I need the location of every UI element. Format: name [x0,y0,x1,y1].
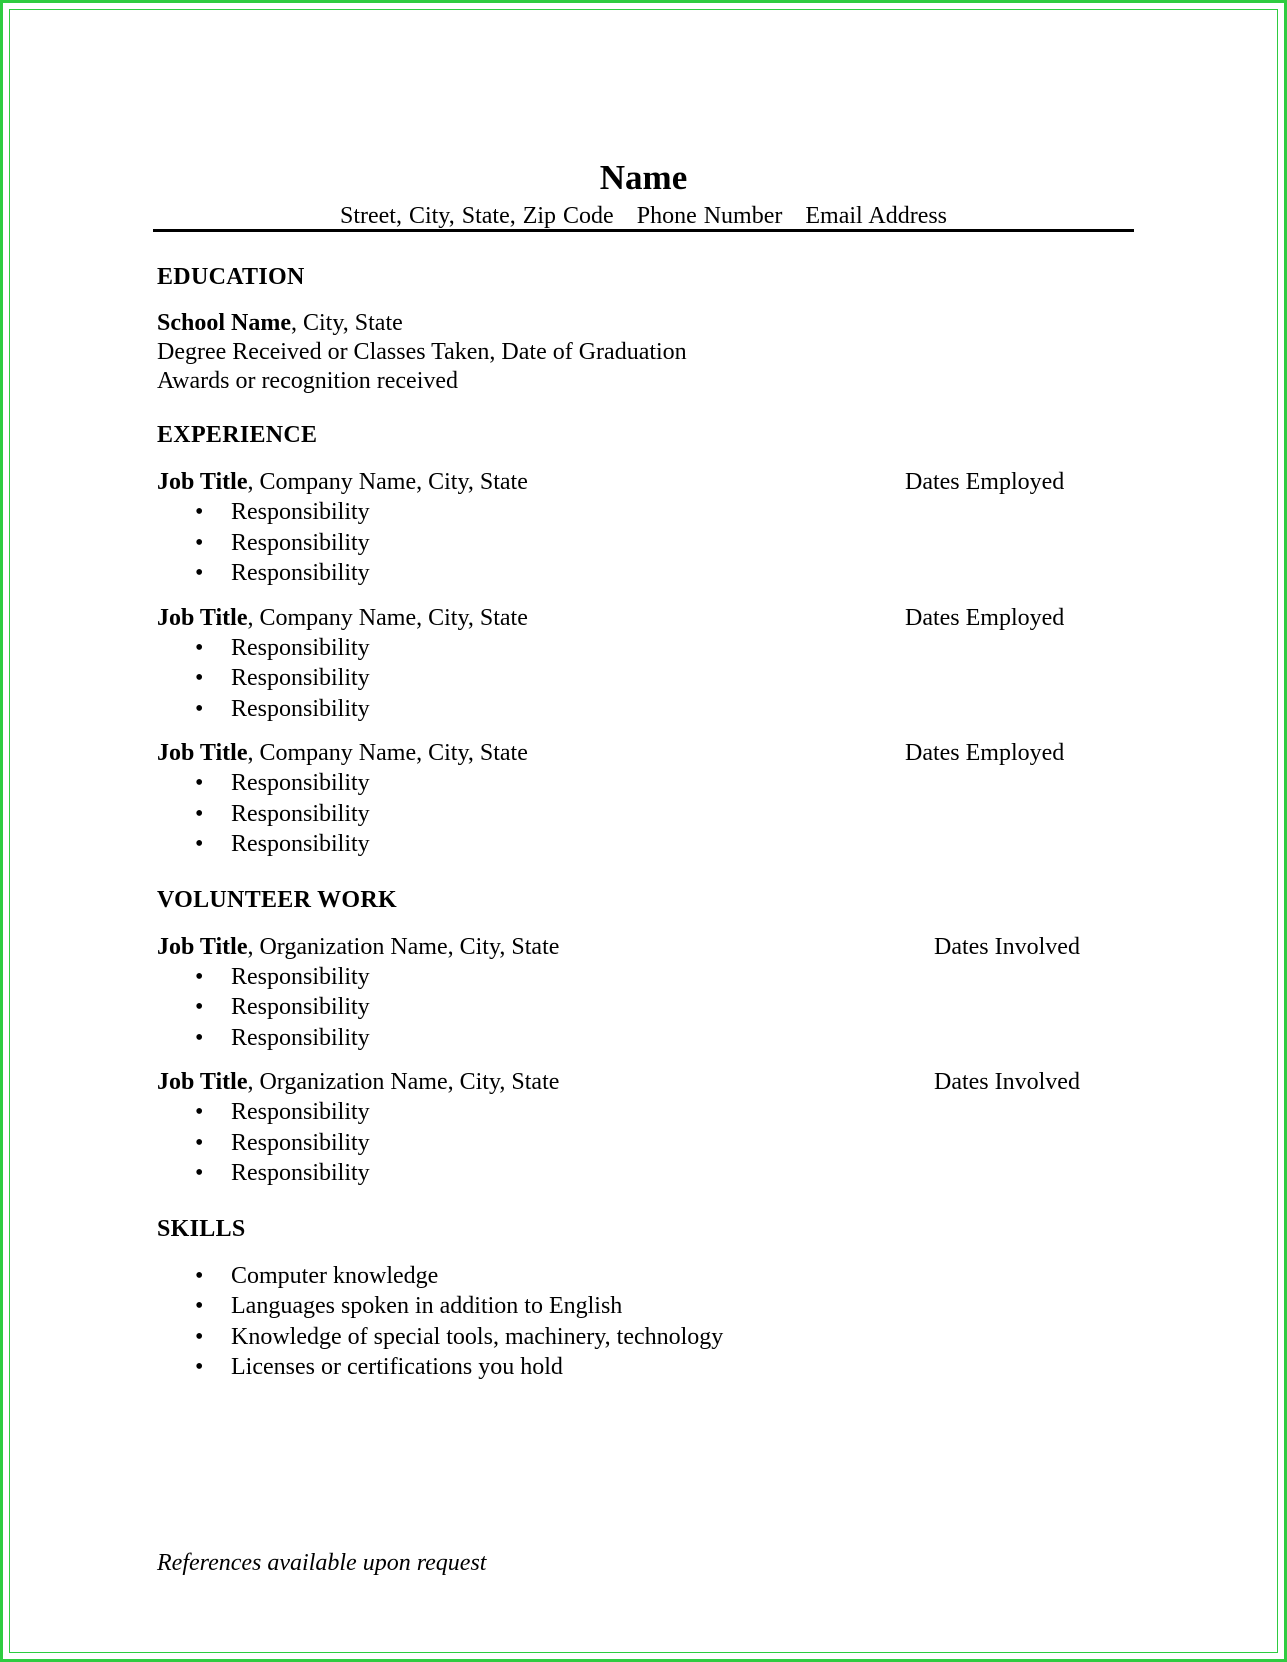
list-item [157,768,1092,799]
list-item [157,558,1092,589]
experience-entry-2 [157,603,1092,725]
job-company: , Company Name, City, State [247,469,528,495]
job-title: Job Title [157,604,248,631]
volunteer-entry-2 [157,1067,1092,1189]
job-title: Job Title [157,933,248,960]
school-line [157,309,1092,338]
bullet-icon: • [195,1099,204,1125]
responsibility-text: Responsibility [231,499,370,525]
school-name: School Name [157,310,291,336]
list-item [157,1158,1092,1189]
contact-email: Email Address [805,203,948,229]
contact-address: Street, City, State, Zip Code [339,203,614,229]
job-header [157,932,1092,962]
bullet-icon: • [195,994,204,1020]
job-dates: Dates Involved [934,933,1080,960]
applicant-name: Name [599,158,688,197]
bullet-icon: • [195,1293,204,1319]
volunteer-entry-1 [157,932,1092,1054]
bullet-icon: • [195,529,204,556]
bullet-icon: • [195,770,204,796]
bullet-icon: • [195,1262,204,1289]
responsibility-text: Responsibility [231,560,370,586]
responsibility-text: Responsibility [231,634,370,661]
responsibility-text: Responsibility [231,665,370,691]
skill-text: Licenses or certifications you hold [231,1354,563,1380]
bullet-icon: • [195,499,204,525]
job-dates: Dates Employed [905,604,1065,631]
job-title: Job Title [157,740,248,766]
list-item [157,1291,1092,1322]
job-header [157,1067,1092,1097]
skill-text: Computer knowledge [231,1262,439,1289]
list-item [157,962,1092,993]
bullet-icon: • [195,831,204,857]
list-item [157,799,1092,830]
list-item [157,497,1092,528]
list-item [157,694,1092,725]
skill-text: Knowledge of special tools, machinery, technology [231,1323,724,1350]
bullet-icon: • [195,1323,204,1350]
list-item [157,1352,1092,1383]
responsibility-text: Responsibility [231,800,370,827]
references-note: References available upon request [157,1550,487,1576]
education-heading: EDUCATION [157,264,305,290]
responsibility-text: Responsibility [231,994,370,1020]
responsibility-text: Responsibility [231,770,370,796]
job-dates: Dates Employed [905,740,1065,766]
contact-phone: Phone Number [636,203,783,229]
list-item [157,992,1092,1023]
responsibility-list [157,497,1092,589]
bullet-icon: • [195,695,204,722]
job-organization: , Organization Name, City, State [247,1069,560,1095]
skill-text: Languages spoken in addition to English [231,1293,623,1319]
responsibility-list [157,768,1092,860]
job-dates: Dates Involved [934,1069,1080,1095]
bullet-icon: • [195,634,204,661]
resume-header [153,158,1134,231]
job-organization: , Organization Name, City, State [247,933,560,960]
experience-entry-1 [157,467,1092,589]
bullet-icon: • [195,560,204,586]
experience-entry-3 [157,738,1092,860]
bullet-icon: • [195,1354,204,1380]
responsibility-text: Responsibility [231,1160,370,1186]
job-title: Job Title [157,469,248,495]
list-item [157,1023,1092,1054]
responsibility-text: Responsibility [231,1099,370,1125]
list-item [157,1261,1092,1292]
responsibility-text: Responsibility [231,831,370,857]
responsibility-text: Responsibility [231,695,370,722]
responsibility-text: Responsibility [231,1024,370,1051]
bullet-icon: • [195,1024,204,1051]
job-company: , Company Name, City, State [247,604,528,631]
list-item [157,1128,1092,1159]
list-item [157,663,1092,694]
degree-line: Degree Received or Classes Taken, Date of Graduation [157,339,687,365]
responsibility-list [157,1097,1092,1189]
responsibility-text: Responsibility [231,963,370,990]
volunteer-heading: VOLUNTEER WORK [157,886,397,913]
job-header [157,603,1092,633]
bullet-icon: • [195,665,204,691]
job-company: , Company Name, City, State [247,740,528,766]
experience-heading: EXPERIENCE [157,422,318,448]
bullet-icon: • [195,800,204,827]
list-item [157,528,1092,559]
job-title: Job Title [157,1069,248,1095]
job-dates: Dates Employed [905,469,1065,495]
responsibility-list [157,633,1092,725]
responsibility-text: Responsibility [231,529,370,556]
responsibility-list [157,962,1092,1054]
bullet-icon: • [195,1160,204,1186]
bullet-icon: • [195,963,204,990]
skills-list [157,1261,1092,1383]
school-location: , City, State [291,310,403,336]
list-item [157,829,1092,860]
contact-line [153,201,1134,231]
header-divider [153,229,1134,232]
list-item [157,633,1092,664]
resume-body [157,262,1092,1383]
job-header [157,467,1092,497]
skills-heading: SKILLS [157,1215,246,1242]
responsibility-text: Responsibility [231,1129,370,1156]
list-item [157,1322,1092,1353]
bullet-icon: • [195,1129,204,1156]
awards-line: Awards or recognition received [157,368,459,394]
job-header [157,738,1092,768]
list-item [157,1097,1092,1128]
